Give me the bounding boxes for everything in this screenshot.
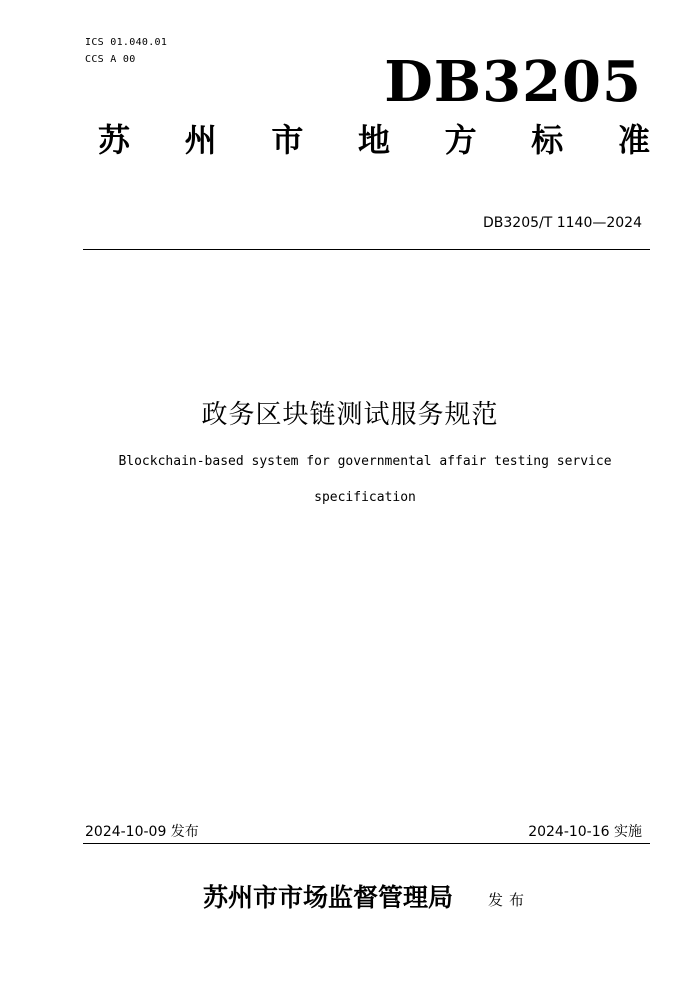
- implementation-date: 2024-10-16 实施: [528, 824, 642, 840]
- standard-type-char: 地: [357, 121, 390, 159]
- standard-number: DB3205/T 1140—2024: [483, 215, 642, 231]
- standard-type-char: 方: [444, 121, 477, 159]
- standard-type-char: 标: [531, 121, 564, 159]
- document-title-english-line-2: specification: [314, 490, 416, 505]
- ics-code: ICS 01.040.01: [85, 37, 168, 48]
- issue-date: 2024-10-09 发布: [85, 824, 199, 840]
- document-title-english-line-1: Blockchain-based system for governmental affair testing service: [118, 454, 612, 469]
- ccs-code: CCS A 00: [85, 54, 136, 65]
- standard-type-char: 准: [617, 121, 650, 159]
- document-title-chinese: 政务区块链测试服务规范: [201, 400, 499, 430]
- standard-type-heading: [98, 118, 650, 162]
- issuing-organization: 苏州市市场监督管理局: [203, 883, 454, 912]
- standard-type-char: 苏: [98, 121, 131, 159]
- bottom-divider: [83, 843, 650, 844]
- issuing-action: 发布: [488, 891, 531, 909]
- top-divider: [83, 249, 650, 250]
- standard-type-char: 市: [271, 121, 304, 159]
- standard-type-char: 州: [184, 121, 217, 159]
- db-code-heading: DB3205: [384, 49, 642, 115]
